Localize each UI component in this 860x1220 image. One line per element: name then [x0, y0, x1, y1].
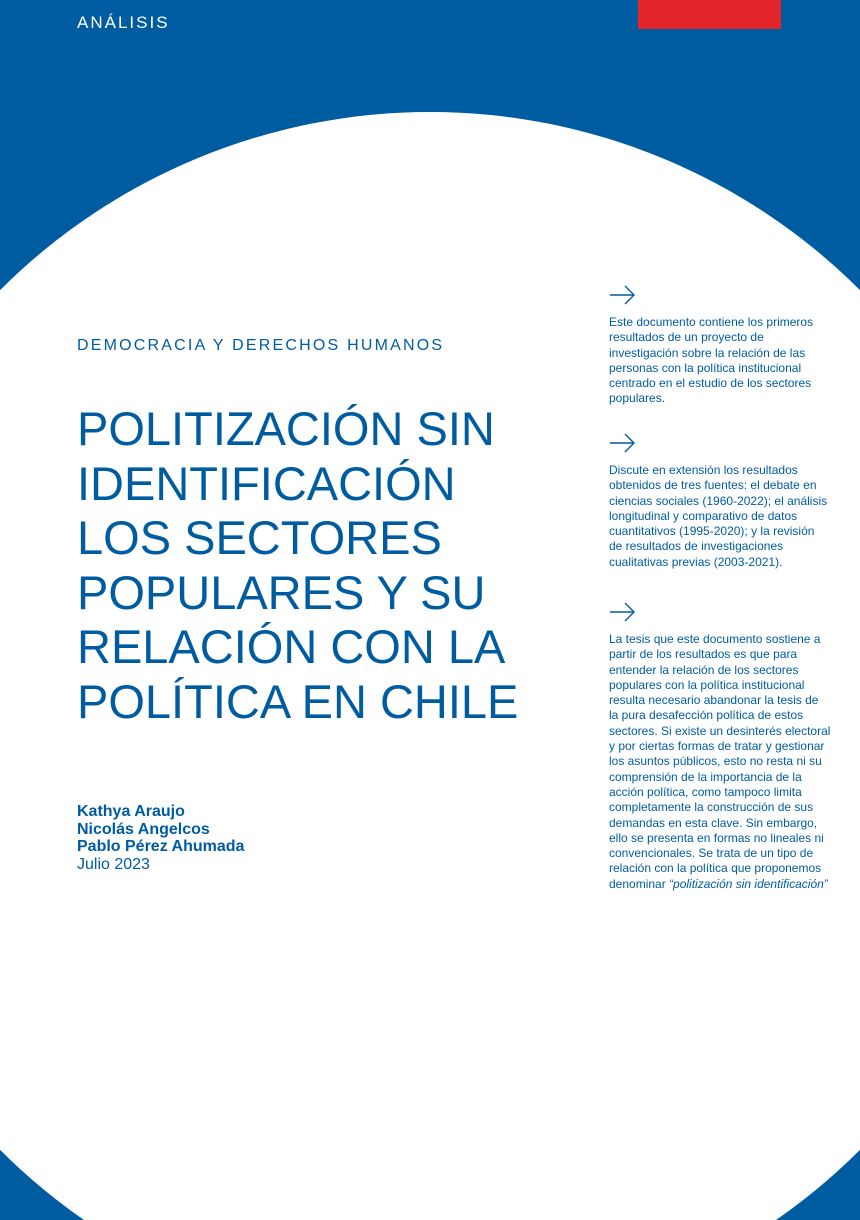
summary-text-main: La tesis que este documento sostiene a partir de los resultados es que para entender la relación de los sectores populares con la política institucional resulta necesario abandonar la tesis de la pura desafección política de estos sectores. Si existe un desinterés electoral y por ciertas formas de tratar y gestionar los asuntos públicos, esto no resta ni su comprensión de la importancia de la acción política, como tampoco limita completamente la construcción de sus demandas en esta clave. Sin embargo, ello se presenta en formas no lineales ni convencionales. Se trata de un tipo de relación con la política que proponemos denominar [609, 632, 831, 891]
title-line: POLITIZACIÓN SIN [77, 402, 495, 455]
title-line: LOS SECTORES [77, 511, 442, 564]
publisher-logo [634, 1097, 786, 1180]
publication-date: Julio 2023 [77, 855, 150, 873]
logo-line: STIFTUNG [634, 1150, 750, 1180]
logo-line: EBERT [634, 1122, 713, 1153]
author-name: Pablo Pérez Ahumada [77, 838, 245, 855]
document-title [77, 402, 577, 729]
accent-bar [638, 0, 781, 29]
summary-emphasis: “politización sin identificación” [669, 876, 828, 891]
summary-text: Este documento contiene los primeros resultados de un proyecto de investigación sobre la relación de las personas con la política institucional centrado en el estudio de los sectores populares. [609, 315, 814, 406]
title-line: IDENTIFICACIÓN [77, 456, 456, 510]
author-name: Nicolás Angelcos [77, 820, 210, 838]
arrow-right-icon [609, 602, 637, 622]
summary-item [609, 285, 831, 407]
summary-text: Discute en extensión los resultados obtenidos de tres fuentes: el debate en ciencias sociales (1960-2022); el análisis longitudinal y comparativo de datos cuantitativos (1995-2020); y la revisión de resultados de investigaciones cualitativas previas (2003-2021). [609, 463, 828, 569]
title-line: POPULARES Y SU [77, 565, 486, 619]
author-name: Kathya Araujo [77, 803, 185, 820]
document-type-label: ANÁLISIS [77, 13, 170, 32]
summary-item [609, 433, 831, 570]
arrow-right-icon [609, 433, 637, 453]
arrow-right-icon [609, 285, 637, 305]
author-block [77, 803, 244, 873]
globe-icon [720, 1128, 748, 1156]
title-line: POLÍTICA EN CHILE [77, 674, 519, 728]
title-line: RELACIÓN CON LA [77, 620, 506, 673]
logo-line: FRIEDRICH [634, 1095, 760, 1125]
topic-label: DEMOCRACIA Y DERECHOS HUMANOS [77, 337, 445, 354]
summary-text [609, 632, 831, 892]
summary-item [609, 602, 831, 892]
